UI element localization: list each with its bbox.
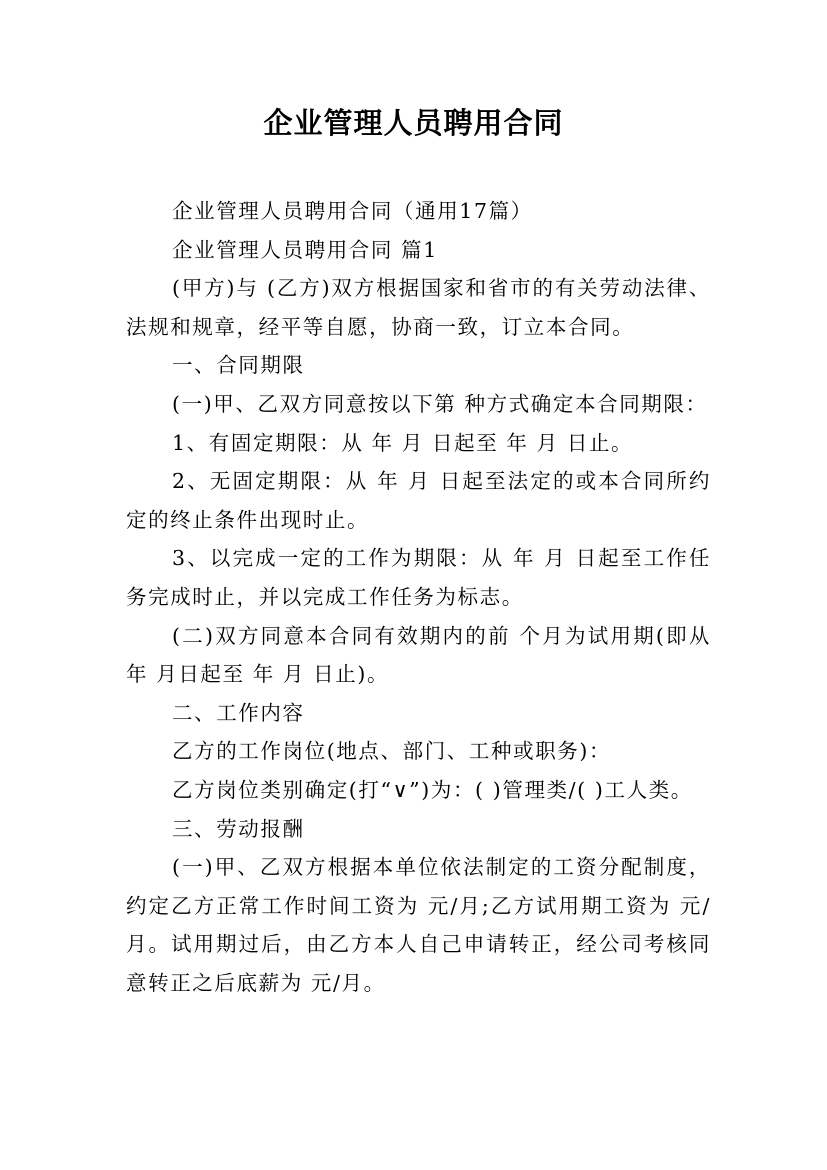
paragraph-term-choice: (一)甲、乙双方同意按以下第 种方式确定本合同期限： [172, 391, 708, 416]
document-body [126, 192, 711, 1002]
paragraph-part-heading: 企业管理人员聘用合同 篇1 [172, 237, 438, 262]
paragraph-fixed-term: 1、有固定期限：从 年 月 日起至 年 月 日止。 [172, 430, 634, 455]
paragraph-salary: (一)甲、乙双方根据本单位依法制定的工资分配制度，约定乙方正常工作时间工资为 元/月;乙方试用期工资为 元/月。试用期过后，由乙方本人自己申请转正，经公司考核同意转正之后底薪为 元/月。 [126, 855, 711, 995]
paragraph-position: 乙方的工作岗位(地点、部门、工种或职务)： [172, 739, 612, 764]
paragraph-subtitle: 企业管理人员聘用合同（通用17篇） [172, 199, 533, 223]
paragraph-open-term: 2、无固定期限：从 年 月 日起至法定的或本合同所约定的终止条件出现时止。 [126, 469, 711, 532]
paragraph-probation: (二)双方同意本合同有效期内的前 个月为试用期(即从 年 月日起至 年 月 日止)。 [126, 623, 711, 687]
section-heading-pay: 三、劳动报酬 [172, 816, 305, 841]
paragraph-preamble: (甲方)与 (乙方)双方根据国家和省市的有关劳动法律、法规和规章，经平等自愿，协商一致，订立本合同。 [126, 276, 711, 339]
document-title: 企业管理人员聘用合同 [263, 106, 564, 140]
paragraph-position-category: 乙方岗位类别确定(打“∨”)为：( )管理类/( )工人类。 [172, 777, 693, 802]
paragraph-task-term: 3、以完成一定的工作为期限：从 年 月 日起至工作任务完成时止，并以完成工作任务为标志。 [126, 546, 711, 609]
section-heading-work: 二、工作内容 [172, 700, 305, 725]
section-heading-term: 一、合同期限 [172, 353, 305, 378]
